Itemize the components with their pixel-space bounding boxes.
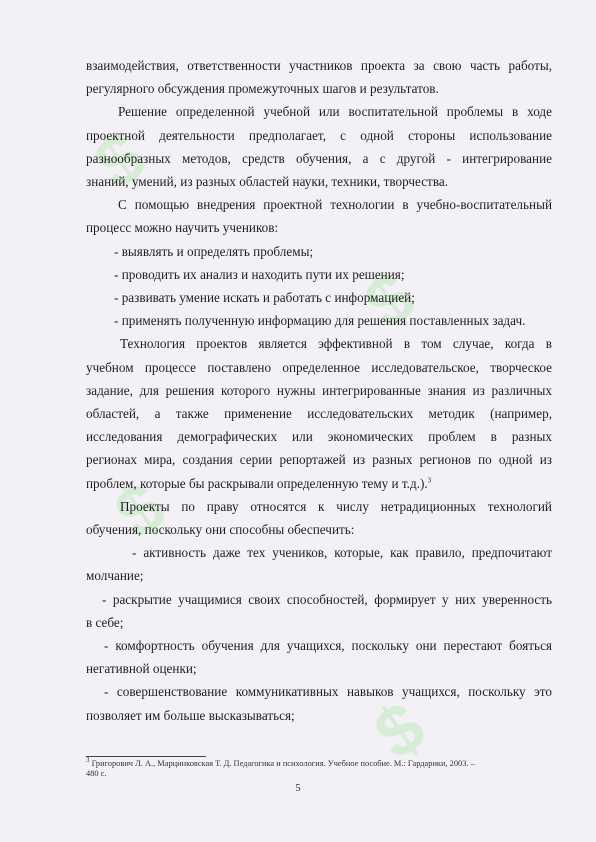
text-line: задание, для решения которого нужны интегрированные знания из различных: [86, 382, 552, 398]
watermark-dollar-icon: $: [80, 116, 160, 206]
watermark-dollar-icon: $: [350, 256, 430, 346]
list-item: - активность даже тех учеников, которые, как правило, предпочитают: [132, 545, 552, 561]
text-line: взаимодействия, ответственности участников проекта за свою часть работы,: [86, 58, 552, 73]
text-line: Технология проектов является эффективной в том случае, когда в: [120, 336, 552, 352]
text-line: С помощью внедрения проектной технологии в учебно-воспитательный: [118, 197, 552, 213]
list-item: - применять полученную информацию для решения поставленных задач.: [114, 313, 526, 329]
text-line: знаний, умений, из разных областей науки, техники, творчества.: [86, 174, 449, 190]
footnote-reference[interactable]: 3: [427, 476, 432, 485]
list-item: - комфортность обучения для учащихся, поскольку они перестают бояться: [104, 638, 552, 654]
text-line: регулярного обсуждения промежуточных шагов и результатов.: [86, 81, 439, 97]
list-item: - проводить их анализ и находить пути их решения;: [114, 266, 405, 282]
footnote: [86, 756, 552, 779]
text-line: обучения, поскольку они способны обеспечить:: [86, 522, 355, 538]
text-line: учебном процессе поставлено определенное исследовательское, творческое: [86, 359, 552, 375]
footnote-line: [86, 756, 552, 769]
text-line: [86, 472, 552, 495]
text-line: разнообразных методов, средств обучения, а с другой - интегрирование: [86, 150, 552, 166]
list-item-continuation: позволяет им больше высказываться;: [86, 707, 295, 723]
watermark-dollar-icon: $: [360, 686, 440, 776]
watermark-dollar-icon: $: [100, 466, 180, 556]
text-line: Проекты по праву относятся к числу нетрадиционных технологий: [120, 498, 552, 514]
text-line: областей, а также применение исследовательских методик (например,: [86, 406, 552, 422]
page-number: 5: [295, 783, 301, 794]
text-line: Решение определенной учебной или воспитательной проблемы в ходе: [118, 104, 552, 120]
list-item: - выявлять и определять проблемы;: [114, 243, 314, 259]
text-line-content: проблем, которые бы раскрывали определенную тему и т.д.).: [86, 475, 428, 491]
footnote-divider: [86, 756, 206, 757]
list-item-continuation: молчание;: [86, 568, 144, 584]
text-line: проектной деятельности предполагает, с одной стороны использование: [86, 127, 552, 143]
footnote-number: 3: [86, 756, 90, 765]
list-item: - раскрытие учащимися своих способностей, формирует у них уверенность: [102, 591, 552, 607]
text-line: регионах мира, создания серии репортажей из разных регионов по одной из: [86, 452, 552, 468]
list-item-continuation: в себе;: [86, 614, 124, 630]
list-item-continuation: негативной оценки;: [86, 661, 197, 677]
footnote-line: 480 с.: [86, 769, 107, 778]
text-line: процесс можно научить учеников:: [86, 220, 279, 236]
list-item: - развивать умение искать и работать с информацией;: [114, 290, 415, 306]
footnote-text: Григорович Л. А., Марцинковская Т. Д. Педагогика и психология. Учебное пособие. М.: Гардарики, 2003. –: [91, 759, 475, 768]
text-line: исследования демографических или экономических проблем в разных: [86, 429, 552, 445]
list-item: - совершенствование коммуникативных навыков учащихся, поскольку это: [104, 684, 552, 700]
body-text: [86, 54, 552, 727]
